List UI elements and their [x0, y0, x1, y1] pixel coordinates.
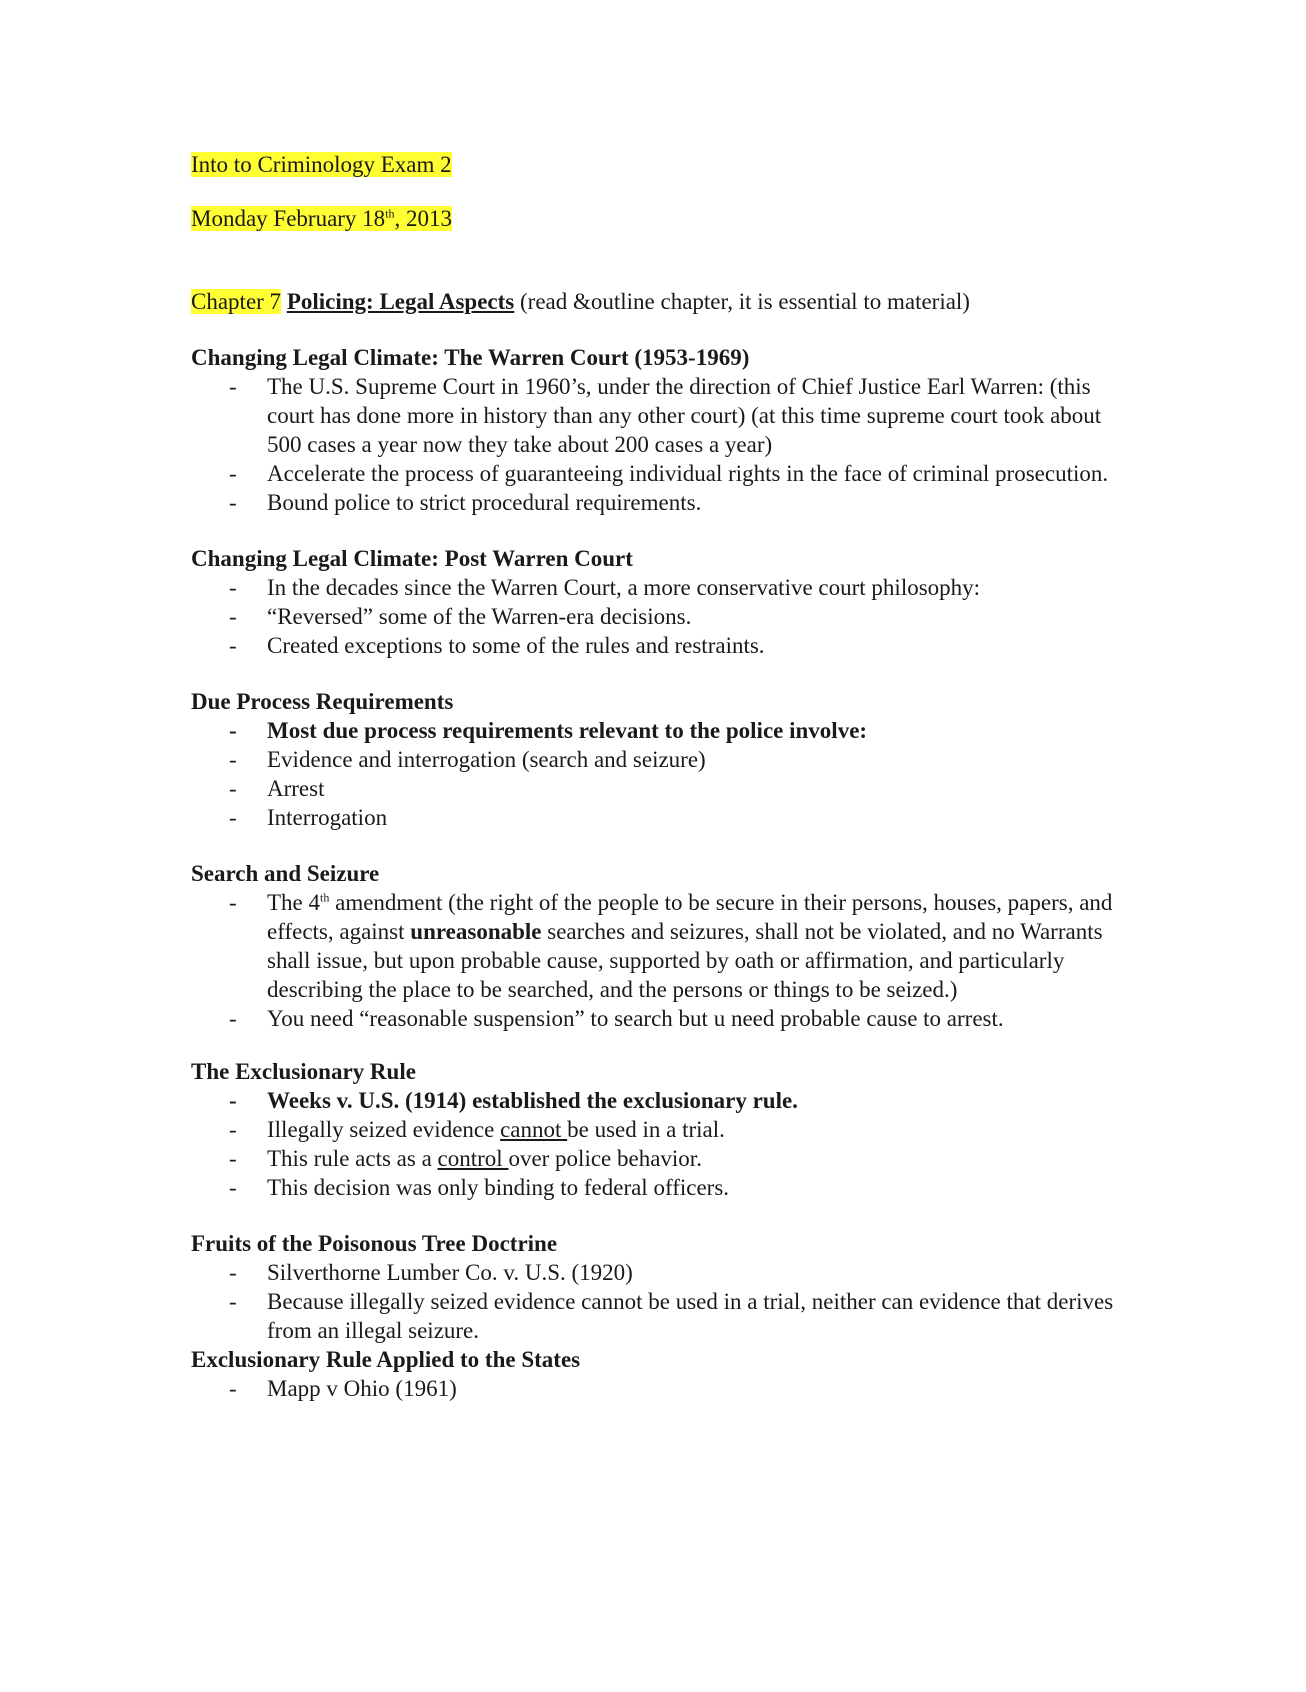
- list-item: - This decision was only binding to federal officers.: [191, 1173, 1121, 1202]
- list-item: - Mapp v Ohio (1961): [191, 1374, 1121, 1403]
- section-heading: Search and Seizure: [191, 861, 380, 886]
- list-item: - Accelerate the process of guaranteeing individual rights in the face of criminal prosecution.: [191, 459, 1121, 488]
- list-item: - Created exceptions to some of the rules and restraints.: [191, 631, 1121, 660]
- document-page: [191, 150, 1121, 1403]
- course-title: [191, 150, 1121, 179]
- chapter-label: Chapter 7: [191, 289, 282, 314]
- date-prefix: Monday February 18: [191, 206, 386, 231]
- section-fruits-doctrine: [191, 1229, 1121, 1345]
- list-item: - You need “reasonable suspension” to search but u need probable cause to arrest.: [191, 1004, 1121, 1033]
- section-heading: Fruits of the Poisonous Tree Doctrine: [191, 1231, 558, 1256]
- chapter-title: Policing: Legal Aspects: [286, 289, 515, 314]
- chapter-note: (read &outline chapter, it is essential to material): [514, 289, 970, 314]
- list-item: [191, 1115, 1121, 1144]
- bullet-list: [191, 1086, 1121, 1202]
- list-item: [191, 1144, 1121, 1173]
- section-heading: Due Process Requirements: [191, 689, 454, 714]
- list-item: - “Reversed” some of the Warren-era decisions.: [191, 602, 1121, 631]
- bullet-list: [191, 1374, 1121, 1403]
- list-item: - Most due process requirements relevant to the police involve:: [191, 716, 1121, 745]
- chapter-heading: [191, 287, 1121, 316]
- date-year: , 2013: [394, 206, 453, 231]
- list-item: - Weeks v. U.S. (1914) established the exclusionary rule.: [191, 1086, 1121, 1115]
- list-item: - Evidence and interrogation (search and seizure): [191, 745, 1121, 774]
- underlined-term: cannot: [500, 1117, 568, 1142]
- bullet-list: [191, 716, 1121, 832]
- list-item: - Arrest: [191, 774, 1121, 803]
- section-heading: Changing Legal Climate: The Warren Court (1953-1969): [191, 345, 750, 370]
- bullet-list: [191, 888, 1121, 1033]
- fourth-amendment-text: The 4: [267, 890, 321, 915]
- exam-date-text: [191, 206, 452, 231]
- section-heading: Changing Legal Climate: Post Warren Court: [191, 546, 633, 571]
- list-item: - Interrogation: [191, 803, 1121, 832]
- list-item: - Silverthorne Lumber Co. v. U.S. (1920): [191, 1258, 1121, 1287]
- list-item: [191, 888, 1121, 1004]
- section-warren-court: [191, 343, 1121, 517]
- section-heading: The Exclusionary Rule: [191, 1059, 416, 1084]
- section-applied-to-states: [191, 1345, 1121, 1403]
- date-suffix: th: [385, 206, 395, 221]
- item-text: This rule acts as a: [267, 1146, 438, 1171]
- list-item: - Bound police to strict procedural requirements.: [191, 488, 1121, 517]
- section-due-process: [191, 687, 1121, 832]
- course-title-text: Into to Criminology Exam 2: [191, 152, 452, 177]
- amendment-text: amendment (the right of the people to be secure in their persons, houses, papers, and effects, against: [267, 890, 1113, 944]
- bullet-list: [191, 372, 1121, 517]
- exam-date: [191, 204, 1121, 233]
- item-text-end: be used in a trial.: [567, 1117, 725, 1142]
- bullet-list: [191, 1258, 1121, 1345]
- section-post-warren-court: [191, 544, 1121, 660]
- bold-term: unreasonable: [410, 919, 542, 944]
- ordinal-suffix: th: [320, 890, 330, 905]
- item-text: Illegally seized evidence: [267, 1117, 501, 1142]
- section-search-and-seizure: [191, 859, 1121, 1033]
- section-exclusionary-rule: [191, 1057, 1121, 1202]
- section-heading: Exclusionary Rule Applied to the States: [191, 1347, 581, 1372]
- list-item: - In the decades since the Warren Court, a more conservative court philosophy:: [191, 573, 1121, 602]
- bullet-list: [191, 573, 1121, 660]
- list-item: - Because illegally seized evidence cannot be used in a trial, neither can evidence that derives from an illegal seizure.: [191, 1287, 1121, 1345]
- amendment-text-end: searches and seizures, shall not be violated, and no Warrants shall issue, but upon probable cause, supported by oath or affirmation, and particularly describing the place to be searched, and the persons or things to be seized.): [267, 919, 1103, 1002]
- item-text-end: over police behavior.: [508, 1146, 702, 1171]
- list-item: - The U.S. Supreme Court in 1960’s, under the direction of Chief Justice Earl Warren: (this court has done more in history than any other court) (at this time supreme court took about 500 cases a year now they take about 200 cases a year): [191, 372, 1121, 459]
- underlined-term: control: [437, 1146, 509, 1171]
